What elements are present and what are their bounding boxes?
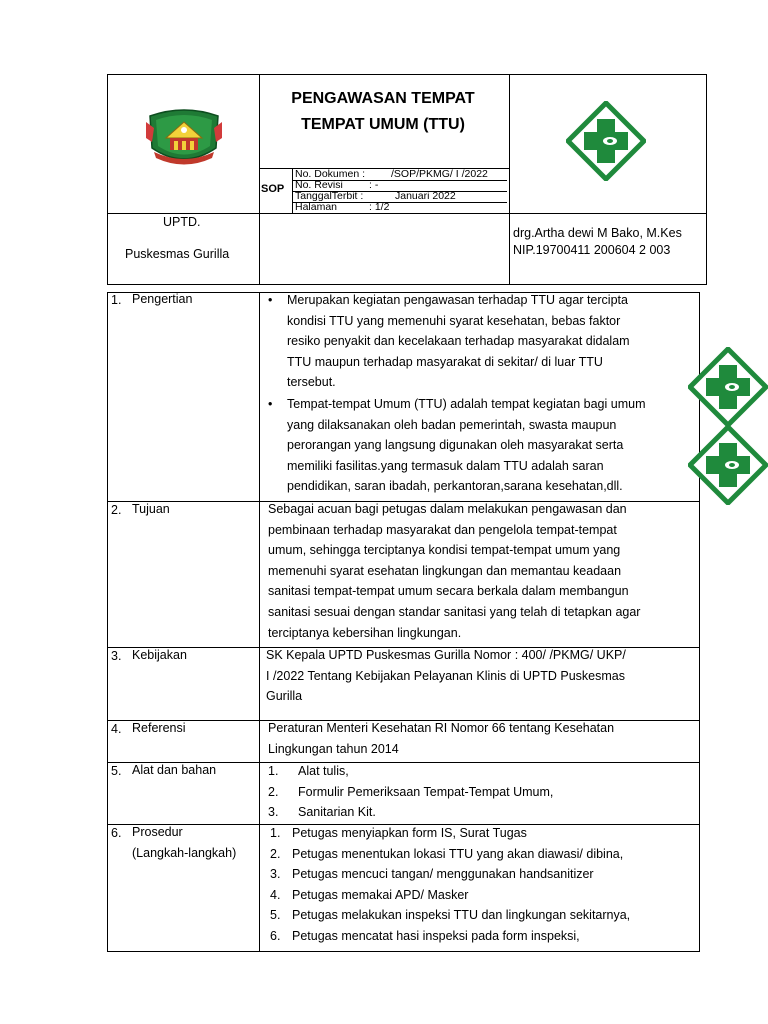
meta-value: : - (369, 179, 379, 191)
list-item (268, 761, 688, 782)
reference-paragraph (268, 718, 692, 759)
purpose-paragraph (268, 499, 692, 643)
paragraph-line: Gurilla (266, 689, 303, 704)
list-item (268, 782, 688, 803)
list-text: Petugas memakai APD/ Masker (292, 887, 469, 902)
paragraph-line: pembinaan terhadap masyarakat dan pengelola tempat-tempat (268, 522, 617, 537)
document-title (260, 86, 506, 138)
list-number: 1. (270, 826, 281, 840)
paragraph-line: Peraturan Menteri Kesehatan RI Nomor 66 tentang Kesehatan (268, 721, 615, 735)
bullet-icon: • (268, 293, 273, 307)
signer-nip: NIP.19700411 200604 2 003 (513, 243, 671, 257)
section-number: 6. (111, 826, 122, 840)
list-text: Petugas mencuci tangan/ menggunakan handsanitizer (292, 867, 594, 882)
meta-key: No. Dokumen : (295, 168, 366, 180)
section-label-kebijakan: Kebijakan (132, 648, 187, 662)
meta-value: : 1/2 (369, 201, 390, 213)
list-text: Formulir Pemeriksaan Tempat-Tempat Umum, (298, 784, 554, 799)
definition-paragraph-1 (287, 290, 691, 393)
list-item (270, 885, 690, 906)
section-number: 2. (111, 503, 122, 517)
section-number: 1. (111, 293, 122, 307)
meta-key: No. Revisi (295, 179, 343, 191)
paragraph-line: Sebagai acuan bagi petugas dalam melakukan pengawasan dan (268, 502, 627, 516)
paragraph-line: I /2022 Tentang Kebijakan Pelayanan Klinis di UPTD Puskesmas (266, 668, 626, 683)
list-number: 2. (268, 784, 279, 799)
list-number: 1. (268, 764, 279, 778)
puskesmas-logo-icon (566, 101, 646, 181)
section-number: 5. (111, 764, 122, 778)
meta-key: TanggalTerbit : (295, 190, 364, 202)
meta-key: Halaman (295, 201, 338, 213)
puskesmas-logo-icon (688, 347, 768, 427)
paragraph-line: Tempat-tempat Umum (TTU) adalah tempat kegiatan bagi umum (287, 397, 646, 411)
org-line-1: UPTD. (163, 215, 201, 229)
section-label-pengertian: Pengertian (132, 292, 193, 306)
list-number: 2. (270, 846, 281, 861)
org-line-2: Puskesmas Gurilla (125, 247, 230, 261)
paragraph-line: Lingkungan tahun 2014 (268, 741, 399, 756)
title-line-2: TEMPAT UMUM (TTU) (301, 116, 465, 133)
paragraph-line: pendidikan, saran ibadah, perkantoran,sarana kesehatan,dll. (287, 479, 623, 494)
list-item (270, 844, 690, 865)
definition-paragraph-2 (287, 394, 691, 497)
list-text: Petugas menyiapkan form IS, Surat Tugas (292, 826, 527, 840)
list-number: 6. (270, 929, 281, 943)
list-text: Sanitarian Kit. (298, 805, 376, 820)
section-number: 3. (111, 649, 122, 663)
paragraph-line: TTU maupun terhadap masyarakat di sekitar/ di luar TTU (287, 354, 603, 369)
list-text: Petugas melakukan inspeksi TTU dan lingkungan sekitarnya, (292, 908, 631, 923)
paragraph-line: SK Kepala UPTD Puskesmas Gurilla Nomor : 400/ /PKMG/ UKP/ (266, 648, 626, 662)
meta-row-page (293, 202, 507, 213)
paragraph-line: sanitasi tempat-tempat umum secara berkala dalam membangun (268, 584, 629, 599)
bullet-icon: • (268, 397, 273, 411)
paragraph-line: Merupakan kegiatan pengawasan terhadap TTU agar tercipta (287, 293, 628, 307)
list-item (270, 864, 690, 885)
list-item (270, 926, 690, 947)
materials-list (268, 761, 688, 823)
sop-label: SOP (261, 183, 285, 195)
policy-paragraph (266, 645, 692, 707)
signer-name: drg.Artha dewi M Bako, M.Kes (513, 226, 682, 240)
paragraph-line: memiliki fasilitas.yang termasuk dalam TTU adalah saran (287, 458, 604, 473)
paragraph-line: terciptanya kebersihan lingkungan. (268, 625, 462, 640)
section-label-prosedur: Prosedur (132, 825, 183, 839)
meta-value: Januari 2022 (395, 190, 456, 202)
list-text: Petugas menentukan lokasi TTU yang akan diawasi/ dibina, (292, 846, 624, 861)
section-label-referensi: Referensi (132, 721, 186, 735)
paragraph-line: memenuhi syarat esehatan lingkungan dan memantau keadaan (268, 563, 622, 578)
paragraph-line: sanitasi sesuai dengan standar sanitasi yang telah di tetapkan agar (268, 604, 641, 619)
list-text: Petugas mencatat hasi inspeksi pada form inspeksi, (292, 929, 580, 943)
paragraph-line: tersebut. (287, 375, 336, 390)
header-divider-right (509, 74, 510, 285)
meta-value: /SOP/PKMG/ I /2022 (391, 168, 488, 180)
puskesmas-logo-icon (688, 425, 768, 505)
regional-emblem-icon (144, 108, 224, 170)
section-label-tujuan: Tujuan (132, 502, 170, 516)
paragraph-line: kondisi TTU yang memenuhi syarat kesehatan, bebas faktor (287, 313, 621, 328)
list-number: 3. (268, 805, 279, 820)
section-number: 4. (111, 722, 122, 736)
list-number: 3. (270, 867, 281, 882)
list-item (268, 802, 688, 823)
title-line-1: PENGAWASAN TEMPAT (291, 90, 475, 107)
list-item (270, 823, 690, 844)
header-row-divider (107, 213, 707, 214)
paragraph-line: resiko penyakit dan kecelakaan terhadap masyarakat didalam (287, 334, 630, 349)
section-label-alat-bahan: Alat dan bahan (132, 763, 217, 777)
list-item (270, 905, 690, 926)
paragraph-line: perorangan yang langsung digunakan oleh masyarakat serta (287, 438, 624, 453)
paragraph-line: umum, sehingga terciptanya kondisi tempat-tempat umum yang (268, 543, 621, 558)
list-number: 5. (270, 908, 281, 923)
paragraph-line: yang dilaksanakan oleh badan pemerintah, swasta maupun (287, 417, 617, 432)
list-text: Alat tulis, (298, 764, 349, 778)
section-label-prosedur-sub: (Langkah-langkah) (132, 846, 237, 860)
procedure-list (270, 823, 690, 949)
body-column-divider (259, 292, 260, 952)
list-number: 4. (270, 887, 281, 902)
